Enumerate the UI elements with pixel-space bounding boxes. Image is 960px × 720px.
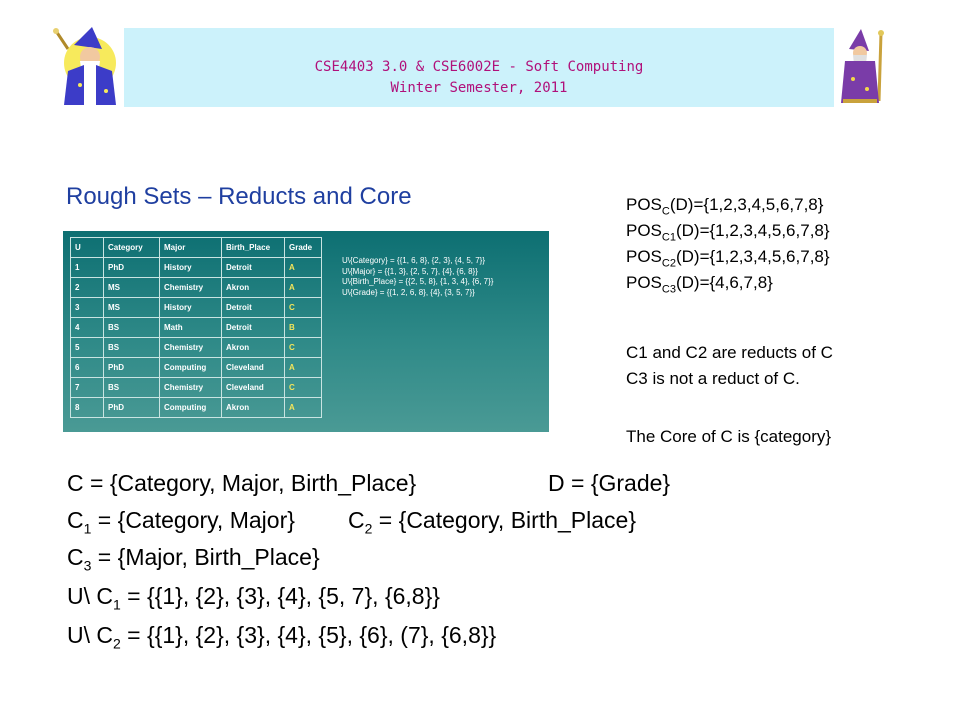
table-cell: BS — [104, 338, 160, 358]
table-cell: 5 — [71, 338, 104, 358]
table-cell: PhD — [104, 258, 160, 278]
c3-definition: $C_3$ = {Major, Birth_Place} — [67, 544, 320, 574]
table-cell: 2 — [71, 278, 104, 298]
c1-definition: $C_1$ = {Category, Major} — [67, 507, 295, 537]
pos-line: $POS_{C3}(D)=\{4,6,7,8\}$ — [626, 273, 773, 296]
table-cell: 8 — [71, 398, 104, 418]
decision-table-panel — [63, 231, 549, 432]
table-cell: B — [285, 318, 322, 338]
table-cell: MS — [104, 278, 160, 298]
table-cell: BS — [104, 378, 160, 398]
header-band — [124, 28, 834, 107]
table-row — [71, 378, 322, 398]
wizard-icon — [50, 27, 122, 107]
table-cell: Detroit — [222, 318, 285, 338]
column-header: Major — [160, 238, 222, 258]
table-cell: History — [160, 298, 222, 318]
column-header: Category — [104, 238, 160, 258]
c2-definition: $C_2$ = {Category, Birth_Place} — [348, 507, 637, 537]
table-cell: A — [285, 358, 322, 378]
table-cell: 7 — [71, 378, 104, 398]
pos-line: $POS_{C2}(D)=\{1,2,3,4,5,6,7,8\}$ — [626, 247, 830, 270]
c-definition: C = {Category, Major, Birth_Place} — [67, 470, 417, 496]
table-cell: 4 — [71, 318, 104, 338]
u-c2-partition: U\ $C_2 = \{\{1\}$, {2}, {3}, {4}, {5}, {6}, (7}, {6,8}} — [67, 622, 497, 652]
table-cell: Chemistry — [160, 338, 222, 358]
semester-label: Winter Semester, 2011 — [390, 80, 568, 96]
table-cell: 3 — [71, 298, 104, 318]
table-cell: Akron — [222, 338, 285, 358]
table-cell: C — [285, 378, 322, 398]
table-cell: BS — [104, 318, 160, 338]
table-cell: Chemistry — [160, 278, 222, 298]
course-title: CSE4403 3.0 & CSE6002E - Soft Computing — [314, 59, 644, 75]
table-cell: C — [285, 338, 322, 358]
column-header: Birth_Place — [222, 238, 285, 258]
core-statement: The Core of C is {category} — [626, 427, 832, 446]
pos-line: $POS_{C1}(D)=\{1,2,3,4,5,6,7,8\}$ — [626, 221, 830, 244]
table-cell: A — [285, 278, 322, 298]
slide-title: Rough Sets – Reducts and Core — [66, 183, 412, 210]
table-row — [71, 278, 322, 298]
table-cell: Math — [160, 318, 222, 338]
table-cell: Detroit — [222, 258, 285, 278]
table-cell: Computing — [160, 358, 222, 378]
table-cell: 1 — [71, 258, 104, 278]
partition-line: U\{Category} = {{1, 6, 8}, {2, 3}, {4, 5, 7}} — [342, 256, 486, 265]
wizard-icon — [839, 29, 887, 105]
table-cell: A — [285, 398, 322, 418]
table-cell: PhD — [104, 358, 160, 378]
partition-line: U\{Grade} = {{1, 2, 6, 8}, {4}, {3, 5, 7}} — [342, 287, 475, 297]
partition-line: U\{Major} = {{1, 3}, {2, 5, 7}, {4}, {6, 8}} — [342, 266, 478, 276]
table-cell: C — [285, 298, 322, 318]
table-cell: A — [285, 258, 322, 278]
table-cell: Chemistry — [160, 378, 222, 398]
d-definition: D = {Grade} — [548, 470, 671, 496]
reducts-statement: C1 and C2 are reducts of C — [626, 343, 833, 362]
decision-table — [70, 237, 322, 418]
pos-line: $POS_C(D)=\{1,2,3,4,5,6,7,8\}$ — [626, 195, 824, 218]
column-header: U — [71, 238, 104, 258]
table-cell: Akron — [222, 278, 285, 298]
table-cell: Computing — [160, 398, 222, 418]
table-row — [71, 338, 322, 358]
u-c1-partition: U\ $C_1 = \{\{1\}$, {2}, {3}, {4}, {5, 7}, {6,8}} — [67, 583, 440, 613]
table-cell: PhD — [104, 398, 160, 418]
partition-line: U\{Birth_Place} = {{2, 5, 8}, {1, 3, 4}, {6, 7}} — [342, 277, 494, 286]
table-row — [71, 318, 322, 338]
not-reduct-statement: C3 is not a reduct of C. — [626, 369, 800, 388]
partition-list — [342, 256, 493, 298]
table-row — [71, 258, 322, 278]
table-row — [71, 358, 322, 378]
table-cell: Akron — [222, 398, 285, 418]
table-header-row — [71, 238, 322, 258]
table-cell: Detroit — [222, 298, 285, 318]
table-row — [71, 298, 322, 318]
table-cell: History — [160, 258, 222, 278]
table-cell: Cleveland — [222, 378, 285, 398]
table-cell: 6 — [71, 358, 104, 378]
column-header: Grade — [285, 238, 322, 258]
table-row — [71, 398, 322, 418]
table-cell: MS — [104, 298, 160, 318]
table-cell: Cleveland — [222, 358, 285, 378]
